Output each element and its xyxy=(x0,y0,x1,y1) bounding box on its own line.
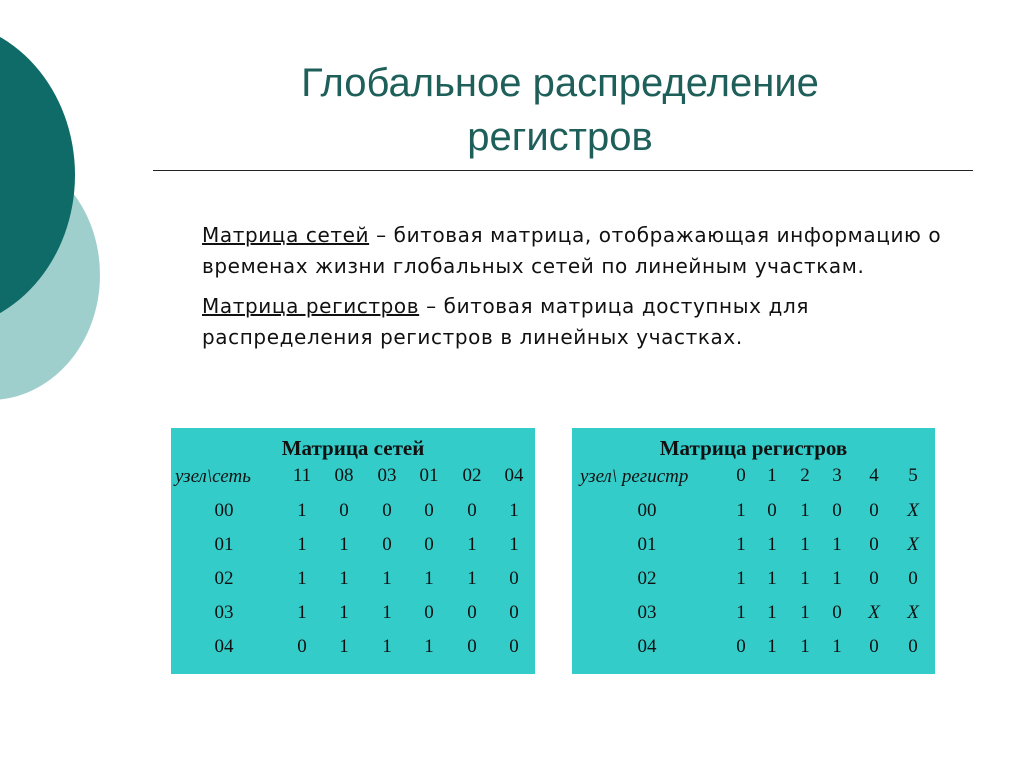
registers-matrix-cell: X xyxy=(907,500,919,521)
registers-matrix-cell: 1 xyxy=(800,534,810,555)
nets-matrix-cell: 1 xyxy=(467,568,477,589)
term-registers: Матрица регистров xyxy=(202,294,420,318)
registers-matrix-row-label: 03 xyxy=(637,602,657,623)
registers-matrix-cell: 0 xyxy=(869,534,879,555)
nets-matrix-row-label: 04 xyxy=(214,636,234,657)
nets-matrix-cell: 1 xyxy=(297,568,307,589)
definition-registers xyxy=(202,291,962,353)
slide-title-line1: Глобальное распределение xyxy=(301,61,819,105)
registers-matrix-corner: узел\ регистр xyxy=(580,466,689,487)
nets-matrix-cell: 0 xyxy=(297,636,307,657)
nets-matrix-cell: 1 xyxy=(297,500,307,521)
nets-matrix-cell: 0 xyxy=(509,602,519,623)
registers-matrix-col-header: 2 xyxy=(800,465,810,486)
registers-matrix-cell: X xyxy=(907,602,919,623)
nets-matrix-col-header: 11 xyxy=(292,465,312,486)
nets-matrix-cell: 0 xyxy=(467,602,477,623)
definition-nets xyxy=(202,220,962,282)
nets-matrix-cell: 0 xyxy=(339,500,349,521)
nets-matrix-cell: 1 xyxy=(297,602,307,623)
nets-matrix-cell: 0 xyxy=(509,568,519,589)
registers-matrix-cell: 0 xyxy=(832,602,842,623)
registers-matrix-cell: 0 xyxy=(908,568,918,589)
registers-matrix-cell: 1 xyxy=(736,534,746,555)
nets-matrix-row-label: 01 xyxy=(214,534,234,555)
nets-matrix-cell: 1 xyxy=(339,568,349,589)
nets-matrix-cell: 0 xyxy=(382,500,392,521)
nets-matrix-cell: 1 xyxy=(424,636,434,657)
nets-matrix-col-header: 01 xyxy=(419,465,439,486)
nets-matrix-col-header: 02 xyxy=(462,465,482,486)
registers-matrix-cell: 1 xyxy=(736,602,746,623)
nets-matrix-col-header: 08 xyxy=(334,465,354,486)
registers-matrix-col-header: 4 xyxy=(869,465,879,486)
registers-matrix-row-label: 01 xyxy=(637,534,657,555)
nets-matrix-cell: 1 xyxy=(297,534,307,555)
registers-matrix-cell: 1 xyxy=(767,568,777,589)
nets-matrix-row-label: 03 xyxy=(214,602,234,623)
nets-matrix-cell: 0 xyxy=(382,534,392,555)
nets-matrix-cell: 0 xyxy=(424,602,434,623)
slide-title xyxy=(150,56,970,164)
registers-matrix-row-label: 02 xyxy=(637,568,657,589)
nets-matrix-cell: 1 xyxy=(467,534,477,555)
definition-registers-text: – битовая матрица доступных для распределения регистров в линейных участках. xyxy=(202,294,809,349)
term-nets: Матрица сетей xyxy=(202,223,370,247)
nets-matrix-table xyxy=(171,428,535,674)
registers-matrix-cell: 0 xyxy=(832,500,842,521)
nets-matrix-cell: 1 xyxy=(339,636,349,657)
registers-matrix-row-label: 00 xyxy=(637,500,657,521)
registers-matrix-cell: 0 xyxy=(767,500,777,521)
registers-matrix-cell: 0 xyxy=(736,636,746,657)
registers-matrix-cell: 1 xyxy=(736,568,746,589)
nets-matrix-col-header: 03 xyxy=(377,465,397,486)
registers-matrix-cell: 1 xyxy=(832,636,842,657)
nets-matrix-corner: узел\сеть xyxy=(175,466,251,487)
registers-matrix-table xyxy=(572,428,935,674)
nets-matrix-cell: 0 xyxy=(467,636,477,657)
definition-nets-text: – битовая матрица, отображающая информацию о временах жизни глобальных сетей по линейным участкам. xyxy=(202,223,942,278)
nets-matrix-cell: 0 xyxy=(467,500,477,521)
definitions xyxy=(202,220,962,362)
registers-matrix-cell: 1 xyxy=(767,534,777,555)
title-divider xyxy=(153,170,973,171)
nets-matrix-cell: 1 xyxy=(424,568,434,589)
registers-matrix-title: Матрица регистров xyxy=(659,436,848,460)
nets-matrix-cell: 1 xyxy=(339,534,349,555)
registers-matrix-cell: 1 xyxy=(767,602,777,623)
registers-matrix-cell: 1 xyxy=(800,636,810,657)
nets-matrix-row-label: 02 xyxy=(214,568,234,589)
nets-matrix-cell: 1 xyxy=(509,534,519,555)
nets-matrix-cell: 1 xyxy=(509,500,519,521)
registers-matrix-cell: 1 xyxy=(832,534,842,555)
registers-matrix-cell: X xyxy=(907,534,919,555)
slide-title-line2: регистров xyxy=(467,115,653,159)
registers-matrix-cell: 1 xyxy=(800,568,810,589)
registers-matrix-cell: 1 xyxy=(800,500,810,521)
registers-matrix-col-header: 0 xyxy=(736,465,746,486)
registers-matrix-cell: 1 xyxy=(767,636,777,657)
registers-matrix-col-header: 1 xyxy=(767,465,777,486)
nets-matrix-row-label: 00 xyxy=(214,500,234,521)
nets-matrix-cell: 0 xyxy=(424,500,434,521)
registers-matrix-cell: 1 xyxy=(832,568,842,589)
registers-matrix-col-header: 3 xyxy=(832,465,842,486)
registers-matrix-cell: 0 xyxy=(869,568,879,589)
nets-matrix-col-header: 04 xyxy=(504,465,524,486)
registers-matrix-cell: 1 xyxy=(736,500,746,521)
registers-matrix-cell: 0 xyxy=(908,636,918,657)
registers-matrix-row-label: 04 xyxy=(637,636,657,657)
registers-matrix-cell: 1 xyxy=(800,602,810,623)
registers-matrix-cell: 0 xyxy=(869,500,879,521)
registers-matrix-col-header: 5 xyxy=(908,465,918,486)
nets-matrix-cell: 1 xyxy=(382,602,392,623)
registers-matrix-cell: 0 xyxy=(869,636,879,657)
nets-matrix-cell: 1 xyxy=(382,636,392,657)
registers-matrix-cell: X xyxy=(868,602,880,623)
nets-matrix-cell: 1 xyxy=(382,568,392,589)
nets-matrix-cell: 1 xyxy=(339,602,349,623)
nets-matrix-title: Матрица сетей xyxy=(281,436,425,460)
nets-matrix-cell: 0 xyxy=(424,534,434,555)
nets-matrix-cell: 0 xyxy=(509,636,519,657)
